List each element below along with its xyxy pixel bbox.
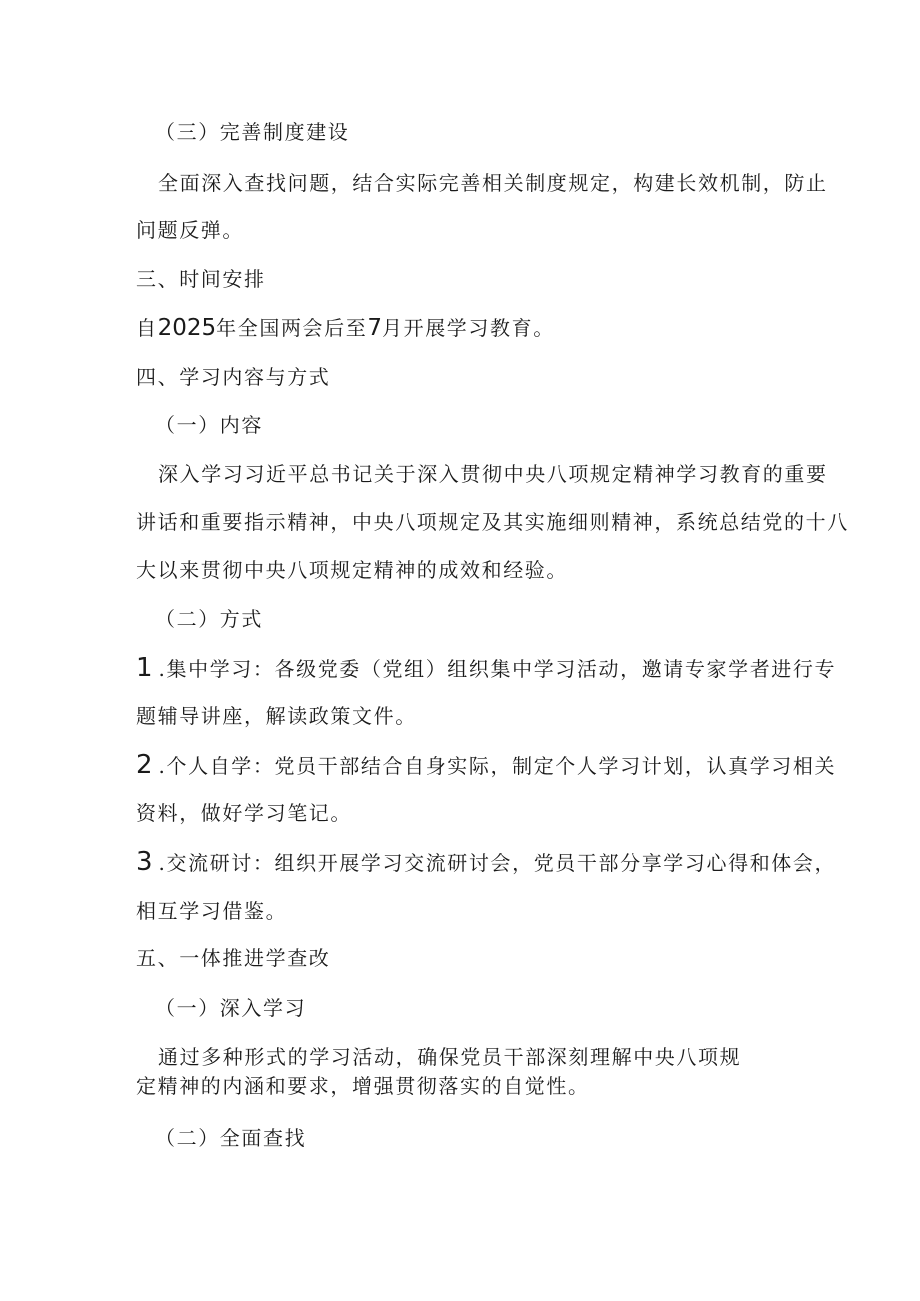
paragraph-line: 全面深入查找问题，结合实际完善相关制度规定，构建长效机制，防止 — [158, 171, 828, 195]
heading-content-and-method: 四、学习内容与方式 — [136, 365, 331, 389]
subheading-in-depth-study: （一）深入学习 — [155, 996, 307, 1020]
subheading-method: （二）方式 — [155, 607, 263, 631]
heading-learn-check-fix: 五、一体推进学查改 — [136, 946, 331, 970]
text-fragment: 年全国两会后至 — [216, 316, 368, 340]
text-fragment: 自 — [136, 316, 158, 340]
list-number: 3 — [136, 847, 153, 877]
paragraph-line: 问题反弹。 — [136, 218, 244, 242]
paragraph-line: 深入学习习近平总书记关于深入贯彻中央八项规定精神学习教育的重要 — [158, 462, 828, 486]
list-number: 2 — [136, 750, 153, 780]
paragraph-line: 大以来贯彻中央八项规定精神的成效和经验。 — [136, 558, 568, 582]
subheading-comprehensive-search: （二）全面查找 — [155, 1126, 307, 1150]
paragraph-line: 通过多种形式的学习活动，确保党员干部深刻理解中央八项规 — [158, 1045, 742, 1069]
month-number: 7 — [367, 315, 382, 341]
paragraph-line: 相互学习借鉴。 — [136, 899, 288, 923]
paragraph-line: 资料，做好学习笔记。 — [136, 801, 352, 825]
list-item — [136, 654, 836, 683]
list-item — [136, 848, 836, 877]
list-number: 1 — [136, 653, 153, 683]
subheading-content: （一）内容 — [155, 413, 263, 437]
list-text: .个人自学：党员干部结合自身实际，制定个人学习计划，认真学习相关 — [158, 754, 837, 778]
year-number: 2025 — [157, 315, 217, 341]
paragraph-line: 题辅导讲座，解读政策文件。 — [136, 704, 417, 728]
list-text: .交流研讨：组织开展学习交流研讨会，党员干部分享学习心得和体会， — [158, 851, 837, 875]
list-text: .集中学习：各级党委（党组）组织集中学习活动，邀请专家学者进行专 — [158, 657, 837, 681]
list-item — [136, 751, 836, 780]
paragraph-line: 讲话和重要指示精神，中央八项规定及其实施细则精神，系统总结党的十八 — [136, 510, 849, 534]
schedule-text — [136, 314, 555, 342]
heading-schedule: 三、时间安排 — [136, 267, 266, 291]
text-fragment: 月开展学习教育。 — [382, 316, 555, 340]
paragraph-line: 定精神的内涵和要求，增强贯彻落实的自觉性。 — [136, 1074, 590, 1098]
subheading-improve-system: （三）完善制度建设 — [155, 120, 350, 144]
